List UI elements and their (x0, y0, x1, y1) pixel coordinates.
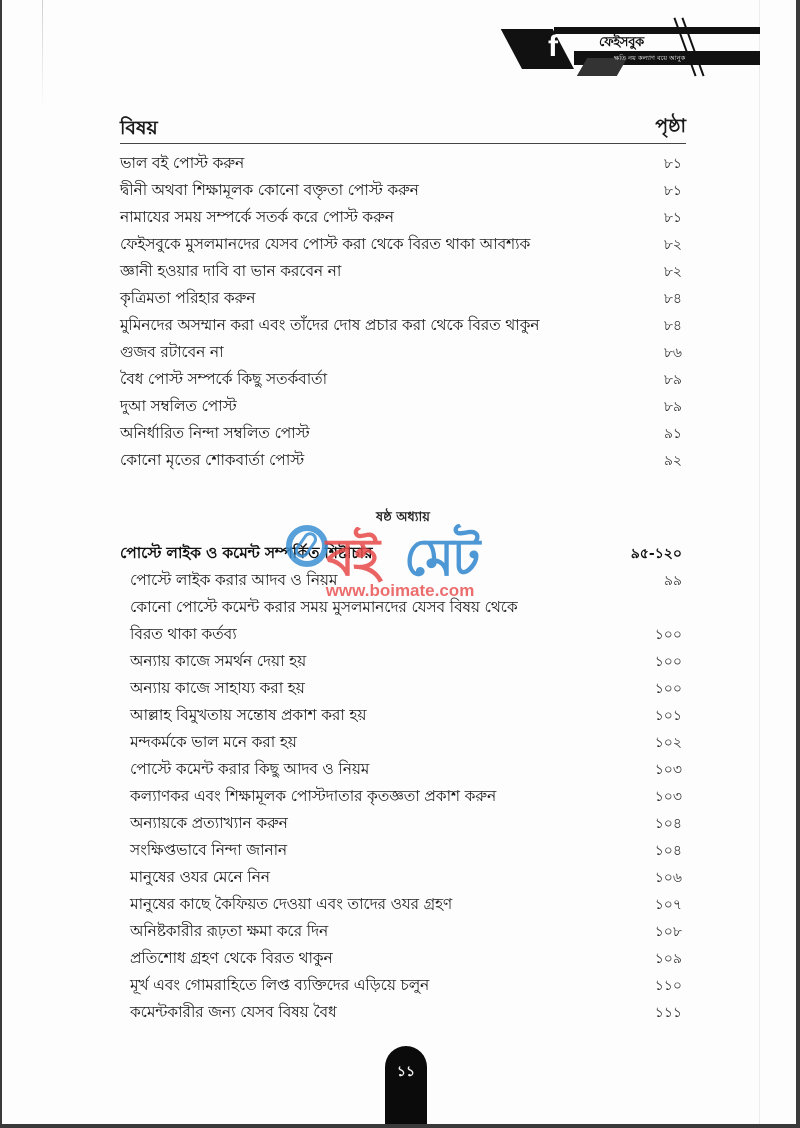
toc-entry (120, 447, 686, 474)
toc-entry-page: ১০২ (654, 734, 682, 751)
chapter-title: ষষ্ঠ অধ্যায় (376, 510, 430, 525)
toc-entry-title: অনির্ধারিত নিন্দা সম্বলিত পোস্ট (120, 423, 310, 442)
toc-entry (120, 258, 686, 285)
toc-entry (120, 594, 686, 621)
toc-entry-page: ১০০ (654, 680, 682, 697)
toc-entry-title: কোনো পোস্টে কমেন্ট করার সময় মুসলমানদের যেসব বিষয় থেকে (130, 597, 518, 616)
toc-entry-title: ফেইসবুকে মুসলমানদের যেসব পোস্ট করা থেকে বিরত থাকা আবশ্যক (120, 234, 531, 253)
toc-entry-page: ১০০ (654, 626, 682, 643)
toc-entry-page: ১০০ (654, 653, 682, 670)
toc-entry (120, 567, 686, 594)
toc-section-1 (120, 150, 686, 474)
toc-entry-title: দুআ সম্বলিত পোস্ট (120, 396, 237, 415)
toc-entry (120, 756, 686, 783)
toc-entry-page: ১০৬ (654, 869, 682, 886)
toc-entry (120, 393, 686, 420)
background-edge (0, 1124, 800, 1128)
toc-entry-page: ৮২ (663, 236, 682, 253)
toc-entry-title: অন্যায়কে প্রত্যাখ্যান করুন (130, 813, 288, 832)
toc-entry-title: বিরত থাকা কর্তব্য (130, 624, 237, 643)
toc-entry (120, 231, 686, 258)
chapter-heading-pages: ৯৫-১২০ (630, 545, 682, 562)
toc-entry (120, 918, 686, 945)
toc-entry (120, 675, 686, 702)
toc-entry-page: ১০৪ (654, 815, 682, 832)
toc-entry (120, 366, 686, 393)
toc-entry-title: কোনো মৃতের শোকবার্তা পোস্ট (120, 450, 304, 469)
toc-entry (120, 702, 686, 729)
toc-entry (120, 837, 686, 864)
chapter-heading-title: পোস্টে লাইক ও কমেন্ট সম্পর্কিত শিষ্টাচার (120, 543, 373, 562)
toc-entry-title: গুজব রটাবেন না (120, 342, 224, 361)
toc-entry (120, 177, 686, 204)
toc-entry-title: সংক্ষিপ্তভাবে নিন্দা জানান (130, 840, 287, 859)
toc-entry (120, 285, 686, 312)
toc-entry (120, 864, 686, 891)
banner-title: ফেইসবুক (599, 35, 644, 50)
toc-entry-title: মূর্খ এবং গোমরাহিতে লিপ্ত ব্যক্তিদের এড়িয়ে চলুন (130, 975, 430, 994)
toc-entry-title: নামাযের সময় সম্পর্কে সতর্ক করে পোস্ট করুন (120, 207, 394, 226)
toc-entry (120, 945, 686, 972)
toc-entry-page: ৮৯ (663, 371, 682, 388)
toc-entry (120, 621, 686, 648)
page-fold-shadow (42, 0, 43, 110)
toc-entry (120, 204, 686, 231)
toc-entry-page: ৯১ (663, 425, 682, 442)
toc-entry (120, 999, 686, 1026)
toc-entry (120, 312, 686, 339)
toc-entry-page: ১০৮ (654, 923, 682, 940)
page-number: ১১ (396, 1064, 416, 1080)
toc-entry-page: ১০১ (654, 707, 682, 724)
toc-entry (120, 783, 686, 810)
toc-entry (120, 810, 686, 837)
toc-entry-page: ১০৪ (654, 842, 682, 859)
toc-entry-page: ১০৯ (654, 950, 682, 967)
page-edge (759, 0, 760, 1124)
toc-entry-page: ১১১ (654, 1004, 682, 1021)
toc-entry-title: কমেন্টকারীর জন্য যেসব বিষয় বৈধ (130, 1002, 337, 1021)
toc-entry-title: পোস্টে লাইক করার আদব ও নিয়ম (130, 570, 338, 589)
toc-entry-page: ৮১ (663, 155, 682, 172)
toc-entry-page: ৯২ (663, 452, 682, 469)
toc-entry (120, 729, 686, 756)
toc-entry-title: ভাল বই পোস্ট করুন (120, 153, 245, 172)
toc-entry (120, 972, 686, 999)
book-page (2, 0, 796, 1124)
toc-entry-title: কৃত্রিমতা পরিহার করুন (120, 288, 256, 307)
toc-entry-title: কল্যাণকর এবং শিক্ষামূলক পোস্টদাতার কৃতজ্ঞতা প্রকাশ করুন (130, 786, 496, 805)
toc-entry-page: ৮১ (663, 209, 682, 226)
toc-entry-page: ১১০ (654, 977, 682, 994)
toc-entry-title: মানুষের কাছে কৈফিয়ত দেওয়া এবং তাদের ওযর গ্রহণ (130, 894, 453, 913)
banner-top-bar (554, 27, 760, 34)
chapter-heading (120, 540, 686, 567)
toc-entry-title: প্রতিশোধ গ্রহণ থেকে বিরত থাকুন (130, 948, 333, 967)
toc-page-label: পৃষ্ঠা (655, 115, 686, 137)
toc-entry-title: মানুষের ওযর মেনে নিন (130, 867, 270, 886)
toc-entry (120, 150, 686, 177)
toc-topic-label: বিষয় (120, 117, 158, 139)
toc-entry-page: ১০৭ (654, 896, 682, 913)
toc-entry-page: ৮৯ (663, 398, 682, 415)
banner-icon-block (501, 29, 574, 69)
toc-entry-title: পোস্টে কমেন্ট করার কিছু আদব ও নিয়ম (130, 759, 370, 778)
toc-entry (120, 648, 686, 675)
toc-entry-title: দ্বীনী অথবা শিক্ষামূলক কোনো বক্তৃতা পোস্ট করুন (120, 180, 419, 199)
facebook-f-icon: f (548, 30, 558, 63)
header-banner (514, 24, 760, 79)
watermark-logo-blue: মেট (404, 528, 479, 588)
toc-entry-title: মন্দকর্মকে ভাল মনে করা হয় (130, 732, 297, 751)
toc-entry-page: ৮৪ (663, 290, 682, 307)
toc-entry-page: ৮৬ (663, 344, 682, 361)
toc-entry (120, 420, 686, 447)
toc-entry-page: ৮১ (663, 182, 682, 199)
toc-entry (120, 891, 686, 918)
toc-entry-page: ৮২ (663, 263, 682, 280)
toc-entry-title: মুমিনদের অসম্মান করা এবং তাঁদের দোষ প্রচার করা থেকে বিরত থাকুন (120, 315, 540, 334)
toc-entry-title: অন্যায় কাজে সমর্থন দেয়া হয় (130, 651, 307, 670)
toc-entry-page: ৮৪ (663, 317, 682, 334)
banner-subtitle: ক্ষতি নয় কল্যাণ বয়ে আনুক (614, 54, 686, 62)
toc-entry-title: আল্লাহ বিমুখতায় সন্তোষ প্রকাশ করা হয় (130, 705, 367, 724)
toc-entry-page: ১০৩ (654, 761, 682, 778)
toc-entry-title: জ্ঞানী হওয়ার দাবি বা ভান করবেন না (120, 261, 342, 280)
toc-entry-page: ৯৯ (663, 572, 682, 589)
toc-entry-page: ১০৩ (654, 788, 682, 805)
page-number-tab (385, 1046, 427, 1128)
toc-entry-title: অনিষ্টকারীর রূঢ়তা ক্ষমা করে দিন (130, 921, 329, 940)
toc-entry-title: অন্যায় কাজে সাহায্য করা হয় (130, 678, 305, 697)
toc-section-2 (120, 540, 686, 1026)
toc-entry (120, 339, 686, 366)
watermark-logo-red: বই (326, 528, 378, 588)
watermark-url: www.boimate.com (325, 581, 475, 600)
toc-entry-title: বৈধ পোস্ট সম্পর্কে কিছু সতর্কবার্তা (120, 369, 327, 388)
toc-header (120, 112, 686, 144)
